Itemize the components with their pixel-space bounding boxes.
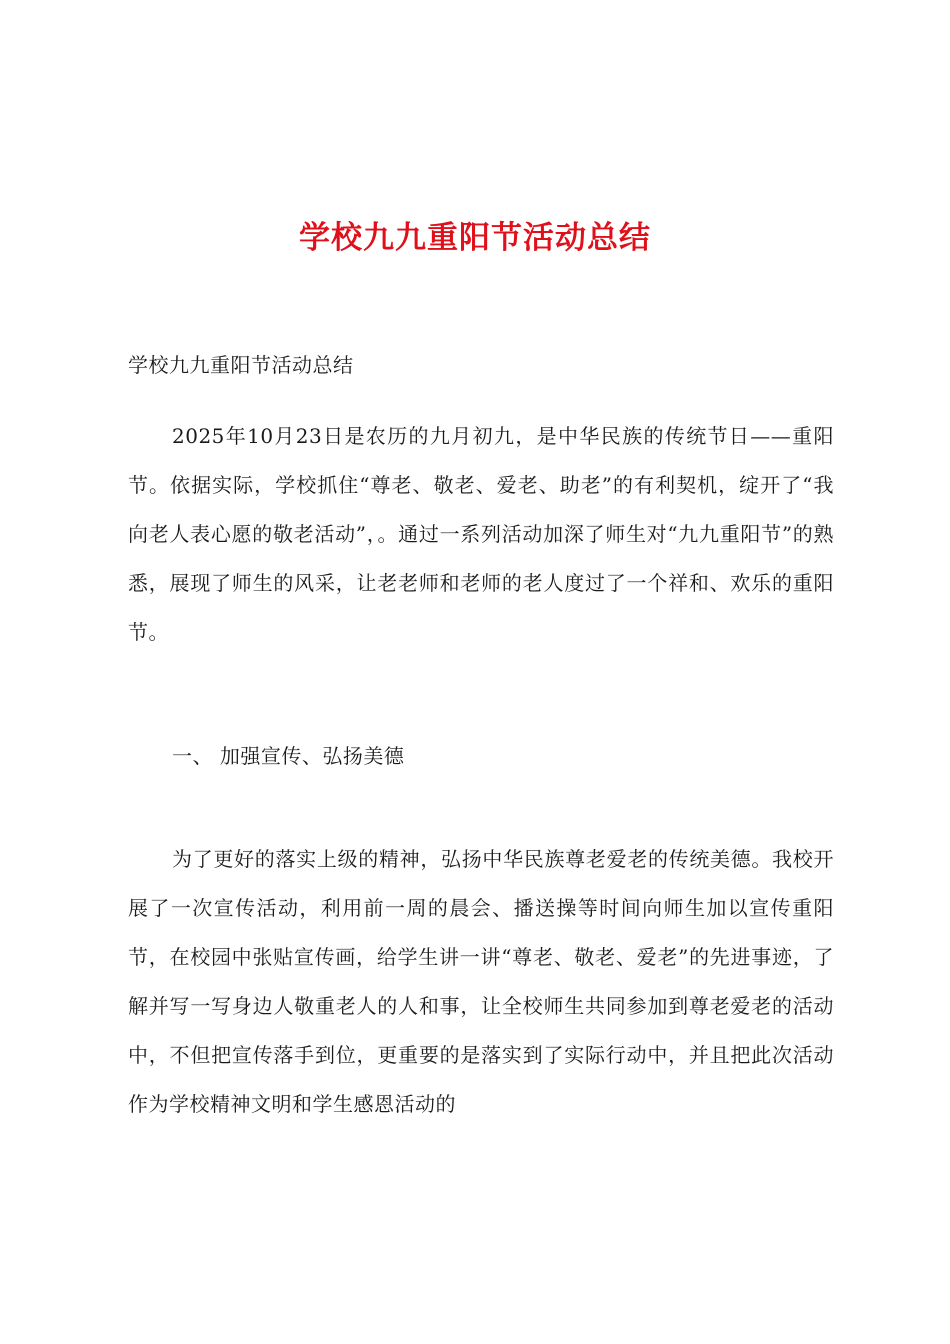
section-heading-1: 一、 加强宣传、弘扬美德 xyxy=(172,744,405,768)
paragraph-intro: 2025年10月23日是农历的九月初九，是中华民族的传统节日——重阳节。依据实际，学校抓住“尊老、敬老、爱老、助老”的有利契机，绽开了“我向老人表心愿的敬老活动”，。通过一系列活动加深了师生对“九九重阳节”的熟悉，展现了师生的风采，让老老师和老师的老人度过了一个祥和、欢乐的重阳节。 xyxy=(128,424,834,644)
paragraph-section-1: 为了更好的落实上级的精神，弘扬中华民族尊老爱老的传统美德。我校开展了一次宣传活动，利用前一周的晨会、播送操等时间向师生加以宣传重阳节，在校园中张贴宣传画，给学生讲一讲“尊老、敬老、爱老”的先进事迹，了解并写一写身边人敬重老人的人和事，让全校师生共同参加到尊老爱老的活动中，不但把宣传落手到位，更重要的是落实到了实际行动中，并且把此次活动作为学校精神文明和学生感恩活动的 xyxy=(128,847,834,1116)
document-subtitle: 学校九九重阳节活动总结 xyxy=(128,353,354,377)
document-title: 学校九九重阳节活动总结 xyxy=(299,220,651,256)
